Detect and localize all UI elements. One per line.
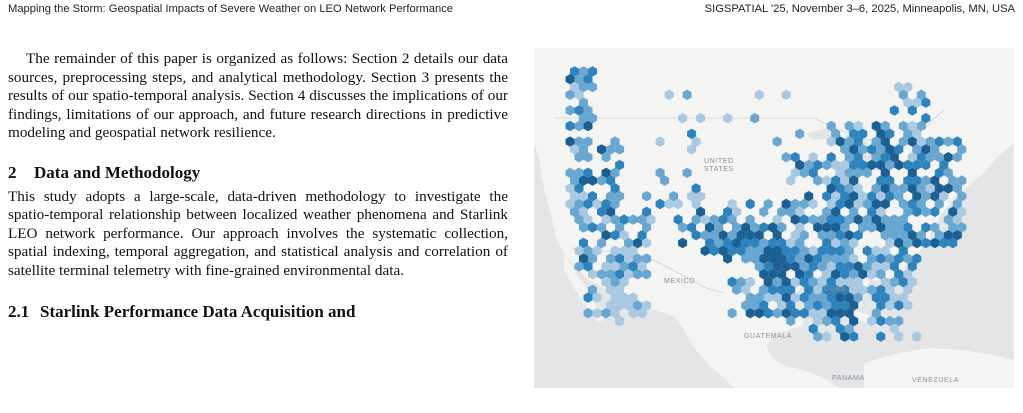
section-2-title: Data and Methodology [34,162,201,182]
running-header [8,3,1015,19]
section-2-number: 2 [8,162,17,182]
label-panama: PANAMA [832,375,865,382]
section-2-1-heading [8,302,508,322]
label-united-states: UNITED STATES [704,158,734,173]
running-header-title: Mapping the Storm: Geospatial Impacts of Severe Weather on LEO Network Performance [8,3,454,15]
hexbin-map-figure [534,48,1014,388]
section-2-paragraph: This study adopts a large-scale, data-driven methodology to investigate the spatio-temporal relationship between localized weather phenomena and Starlink LEO network performance. Our approach involves the systematic collection, spatial indexing, temporal aggregation, and statistical analysis and correlation of satellite terminal telemetry with fine-grained environmental data. [8,187,508,279]
label-guatemala: GUATEMALA [744,333,793,340]
hexbin-map [534,48,1014,388]
section-2-1-title: Starlink Performance Data Acquisition and [40,302,356,321]
label-cuba: CUBA [824,286,846,293]
running-header-venue: SIGSPATIAL '25, November 3–6, 2025, Minneapolis, MN, USA [704,3,1015,15]
left-column [8,50,508,322]
label-mexico: MEXICO [664,278,696,285]
section-2-heading [8,163,508,183]
intro-paragraph: The remainder of this paper is organized as follows: Section 2 details our data sources, preprocessing steps, and analytical methodology. Section 3 presents the results of our spatio-temporal analysis. Section 4 discusses the implications of our findings, limitations of our approach, and future research directions in predictive modeling and geospatial network resilience. [8,50,508,141]
section-2-1-number: 2.1 [8,302,30,321]
label-venezuela: VENEZUELA [912,377,960,384]
